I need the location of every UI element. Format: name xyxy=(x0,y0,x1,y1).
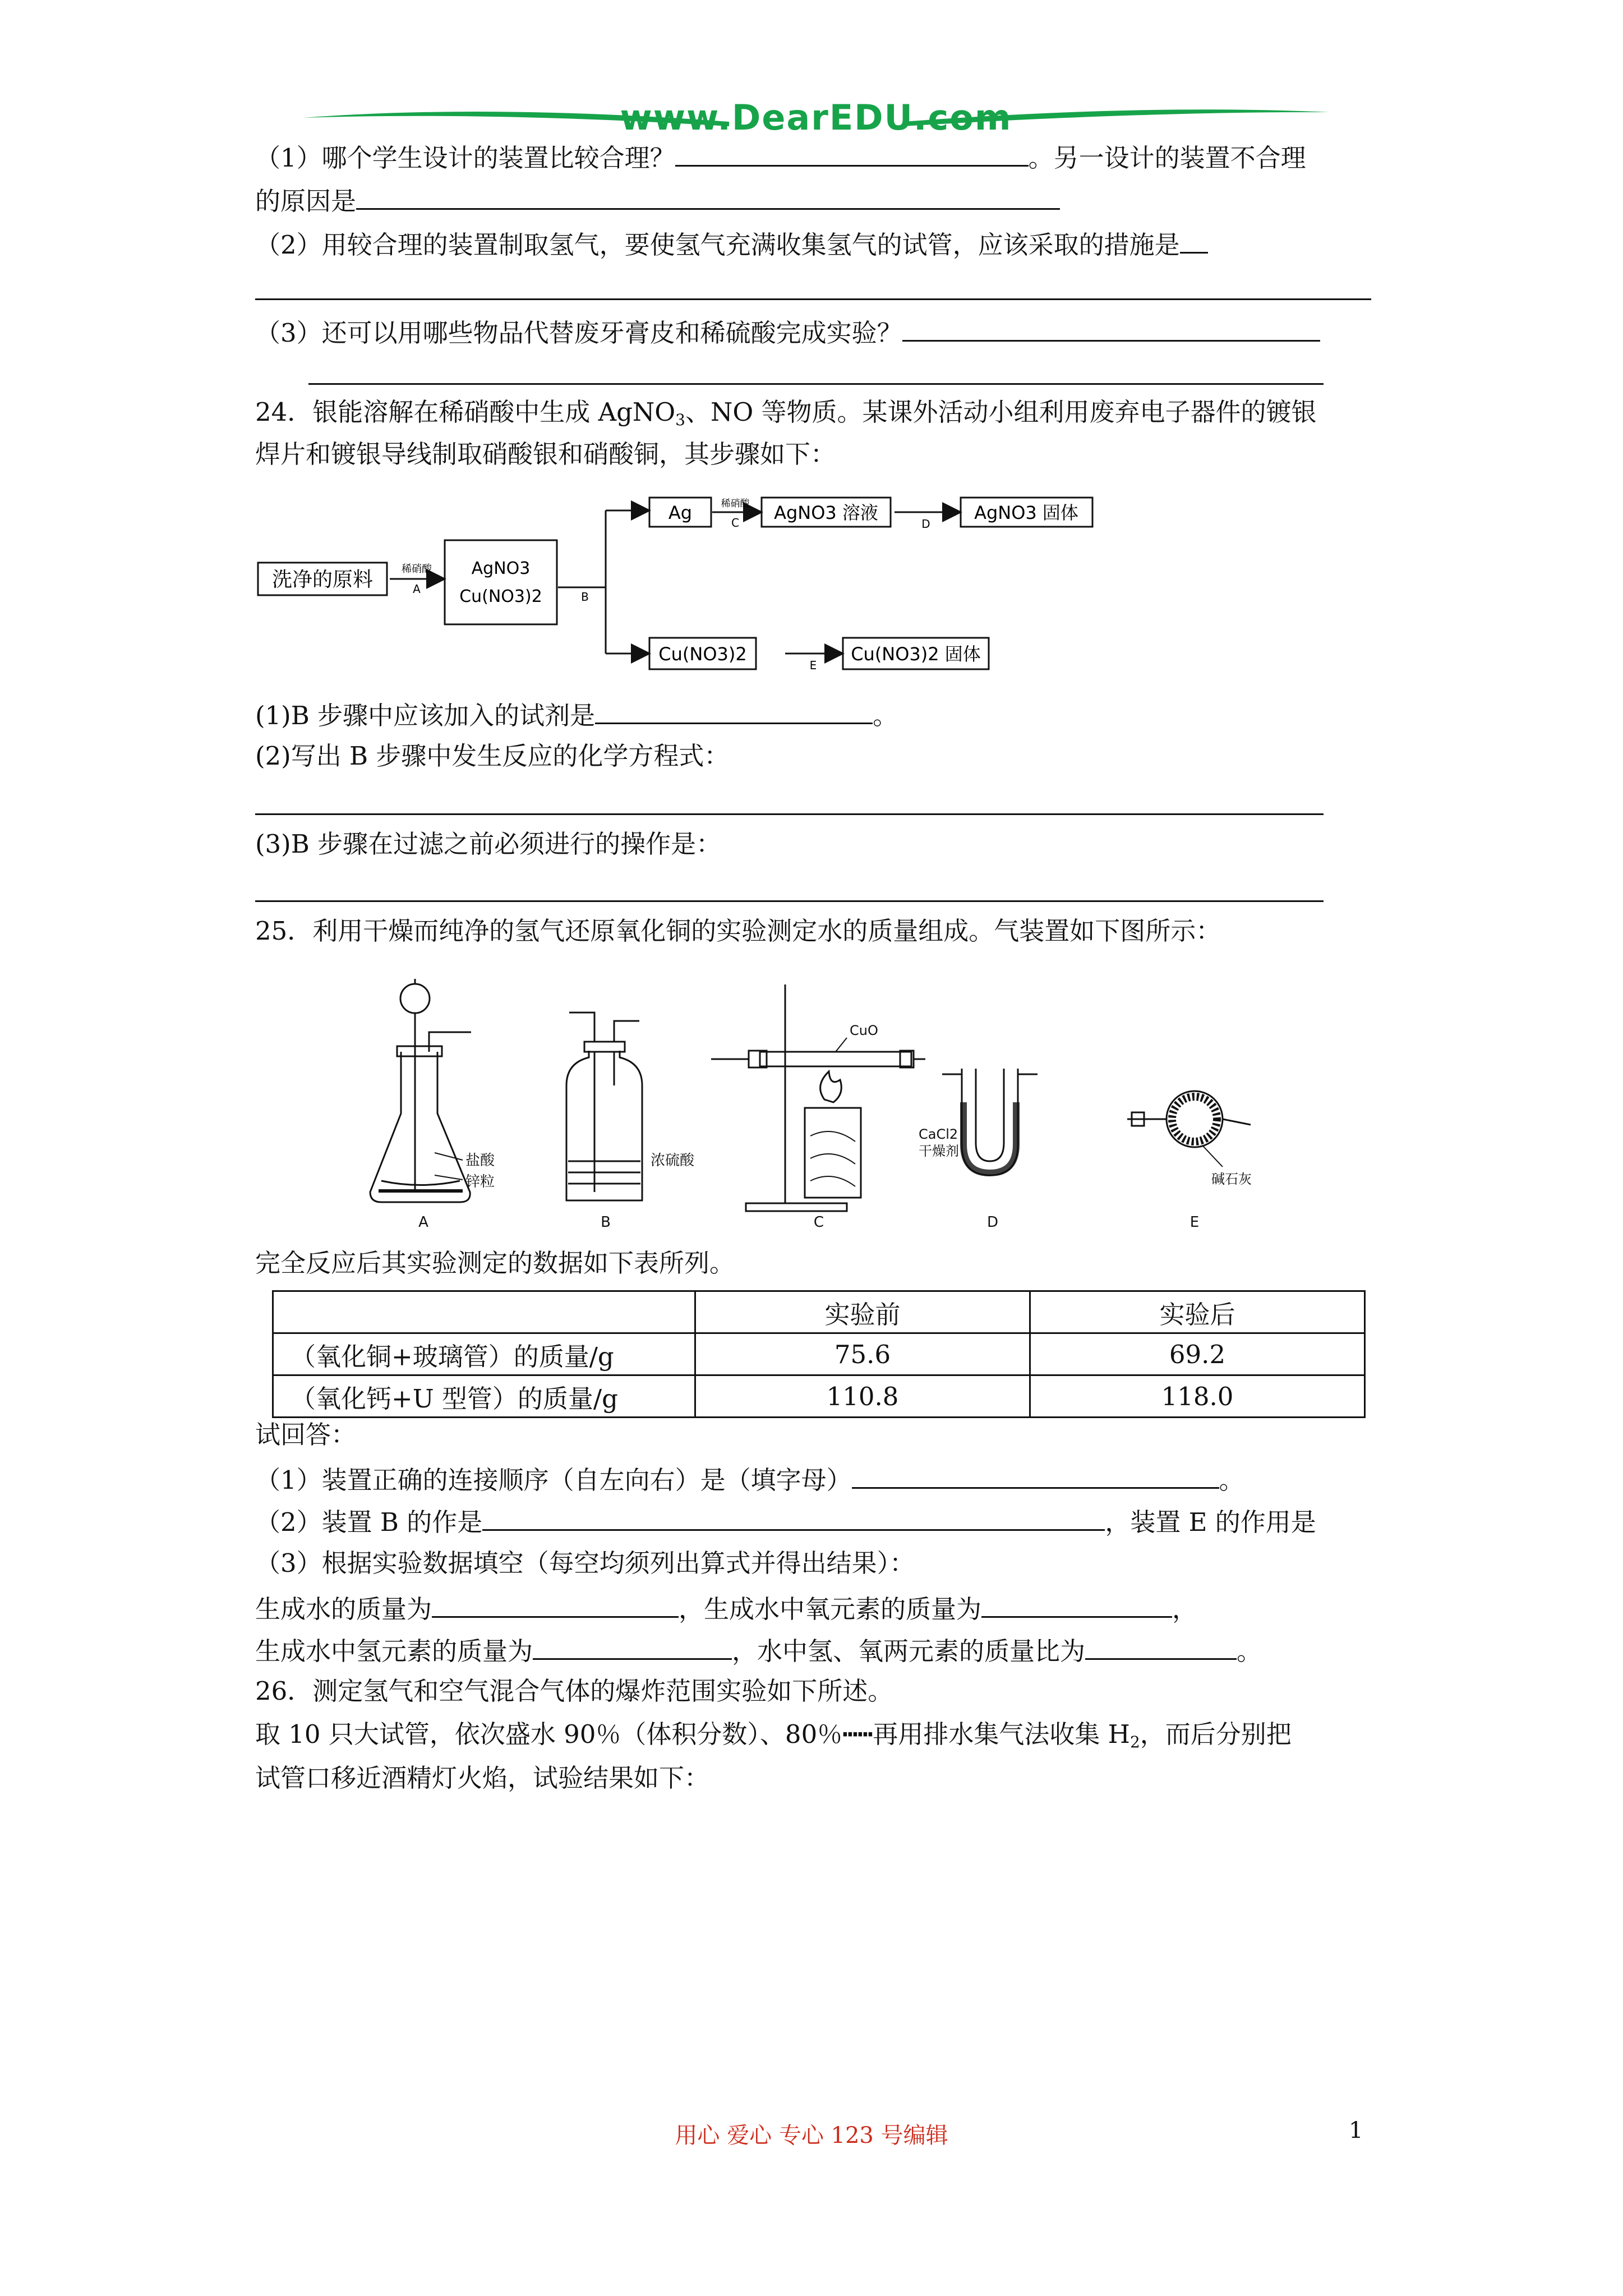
flow-step-b-label: B xyxy=(581,590,589,604)
q25-blank-hydrogen-mass[interactable] xyxy=(533,1632,732,1660)
q25-ask: 试回答： xyxy=(255,1420,357,1450)
apparatus-e-label: E xyxy=(1189,1214,1200,1231)
apparatus-b-label: B xyxy=(601,1214,611,1231)
header-banner xyxy=(303,93,1329,143)
flow-mixture-agno3: AgNO3 xyxy=(471,559,531,578)
q24-sub2: (2)写出 B 步骤中发生反应的化学方程式： xyxy=(255,741,730,771)
flow-step-d-label: D xyxy=(921,517,930,531)
q26-line2: 试管口移近酒精灯火焰，试验结果如下： xyxy=(255,1763,710,1793)
q26-line1: 取 10 只大试管，依次盛水 90％（体积分数）、80％┅┅再用排水集气法收集 $H_2$，而后分别把 xyxy=(255,1719,1292,1751)
table-row xyxy=(273,1333,1365,1375)
apparatus-a-zn-label: 锌粒 xyxy=(465,1174,495,1190)
apparatus-d-dryer-label: 干燥剂 xyxy=(919,1143,959,1159)
apparatus-d-cacl2-label: CaCl2 xyxy=(919,1126,958,1142)
q23-line1: （1）哪个学生设计的装置比较合理？ 。另一设计的装置不合理 xyxy=(255,139,1306,175)
apparatus-c-heating-tube xyxy=(711,984,925,1231)
q24-flowchart xyxy=(255,491,1130,678)
apparatus-e-lime-label: 碱石灰 xyxy=(1211,1171,1252,1187)
table-cell: 110.8 xyxy=(695,1375,1030,1418)
q24-intro-line1: 24．银能溶解在稀硝酸中生成 AgNO$_3$、NO 等物质。某课外活动小组利用废弃电子器件的镀银 xyxy=(255,397,1317,429)
q24-blank-1[interactable] xyxy=(595,697,873,724)
q25-table-intro: 完全反应后其实验测定的数据如下表所列。 xyxy=(255,1248,735,1278)
apparatus-d-u-tube xyxy=(919,1069,1038,1231)
apparatus-a-flask xyxy=(370,979,495,1231)
q23-answer-line-4[interactable] xyxy=(308,383,1324,385)
q25-data-table xyxy=(272,1290,1366,1418)
q24-answer-line-2[interactable] xyxy=(255,813,1324,815)
table-cell: 75.6 xyxy=(695,1333,1030,1375)
q24-sub1: (1)B 步骤中应该加入的试剂是 。 xyxy=(255,697,898,733)
page-number: 1 xyxy=(1349,2118,1363,2143)
flow-step-a-reagent: 稀硝酸 xyxy=(402,563,432,575)
table-header-cell xyxy=(273,1291,695,1333)
flow-mixture-box xyxy=(445,540,557,624)
q23-line3: （2）用较合理的装置制取氢气，要使氢气充满收集氢气的试管，应该采取的措施是 xyxy=(255,226,1208,262)
apparatus-e-drying-bulb xyxy=(1127,1091,1252,1231)
apparatus-a-label: A xyxy=(418,1214,428,1231)
q24-intro-line2: 焊片和镀银导线制取硝酸银和硝酸铜，其步骤如下： xyxy=(255,439,836,469)
q25-hydrogen-line: 生成水中氢元素的质量为 ，水中氢、氧两元素的质量比为 。 xyxy=(255,1632,1262,1668)
flow-cuno3-label: Cu(NO3)2 xyxy=(658,643,747,665)
table-cell: 118.0 xyxy=(1030,1375,1365,1418)
apparatus-c-label: C xyxy=(813,1214,824,1231)
table-header-cell: 实验后 xyxy=(1030,1291,1365,1333)
apparatus-c-cuo-label: CuO xyxy=(850,1023,878,1038)
table-cell: 69.2 xyxy=(1030,1333,1365,1375)
q23-answer-line-3[interactable] xyxy=(255,298,1371,300)
q24-sub3: (3)B 步骤在过滤之前必须进行的操作是： xyxy=(255,829,722,859)
flow-step-c-reagent: 稀硝酸 xyxy=(721,498,750,509)
apparatus-b-bottle xyxy=(566,1013,695,1231)
footer-text: 用心 爱心 专心 123 号编辑 xyxy=(675,2123,948,2148)
q25-water-mass-line: 生成水的质量为 ，生成水中氧元素的质量为 ， xyxy=(255,1590,1197,1626)
q25-sub2: （2）装置 B 的作是 ，装置 E 的作用是 xyxy=(255,1503,1316,1539)
table-header-cell: 实验前 xyxy=(695,1291,1030,1333)
q23-line4: （3）还可以用哪些物品代替废牙膏皮和稀硫酸完成实验？ xyxy=(255,314,1320,350)
flow-step-a-label: A xyxy=(413,582,421,596)
q23-line2: 的原因是 xyxy=(255,182,1060,218)
q24-answer-line-3[interactable] xyxy=(255,900,1324,902)
flow-cuno3-solid-label: Cu(NO3)2 固体 xyxy=(851,643,981,665)
q25-intro: 25．利用干燥而纯净的氢气还原氧化铜的实验测定水的质量组成。气装置如下图所示： xyxy=(255,916,1221,946)
q26-intro: 26．测定氢气和空气混合气体的爆炸范围实验如下所述。 xyxy=(255,1676,893,1706)
apparatus-b-h2so4-label: 浓硫酸 xyxy=(651,1152,695,1169)
apparatus-a-hcl-label: 盐酸 xyxy=(465,1152,495,1169)
q25-sub3: （3）根据实验数据填空（每空均须列出算式并得出结果）： xyxy=(255,1548,915,1578)
q25-apparatus-figure xyxy=(359,968,1267,1234)
q23-blank-4[interactable] xyxy=(902,314,1320,342)
q23-blank-1[interactable] xyxy=(675,139,1029,167)
q25-blank-mass-ratio[interactable] xyxy=(1085,1632,1237,1660)
table-row xyxy=(273,1375,1365,1418)
flow-agno3-solution-label: AgNO3 溶液 xyxy=(774,502,878,523)
q25-blank-1[interactable] xyxy=(852,1461,1219,1489)
header-site-name[interactable]: www.DearEDU.com xyxy=(620,97,1012,138)
flow-mixture-cuno3: Cu(NO3)2 xyxy=(459,587,542,606)
q23-blank-2[interactable] xyxy=(356,182,1060,210)
flow-ag-label: Ag xyxy=(668,502,693,523)
apparatus-d-label: D xyxy=(986,1214,999,1231)
flow-raw-label: 洗净的原料 xyxy=(271,568,374,591)
table-cell: （氧化铜+玻璃管）的质量/g xyxy=(273,1333,695,1375)
flow-step-c-label: C xyxy=(731,516,739,530)
q25-blank-oxygen-mass[interactable] xyxy=(981,1590,1172,1618)
q25-blank-2[interactable] xyxy=(482,1503,1105,1531)
flow-step-e-label: E xyxy=(809,659,817,672)
q25-blank-water-mass[interactable] xyxy=(432,1590,679,1618)
q25-sub1: （1）装置正确的连接顺序（自左向右）是（填字母） 。 xyxy=(255,1461,1244,1497)
table-row xyxy=(273,1291,1365,1333)
q23-blank-3[interactable] xyxy=(1180,226,1208,254)
table-cell: （氧化钙+U 型管）的质量/g xyxy=(273,1375,695,1418)
flow-agno3-solid-label: AgNO3 固体 xyxy=(974,502,1078,523)
